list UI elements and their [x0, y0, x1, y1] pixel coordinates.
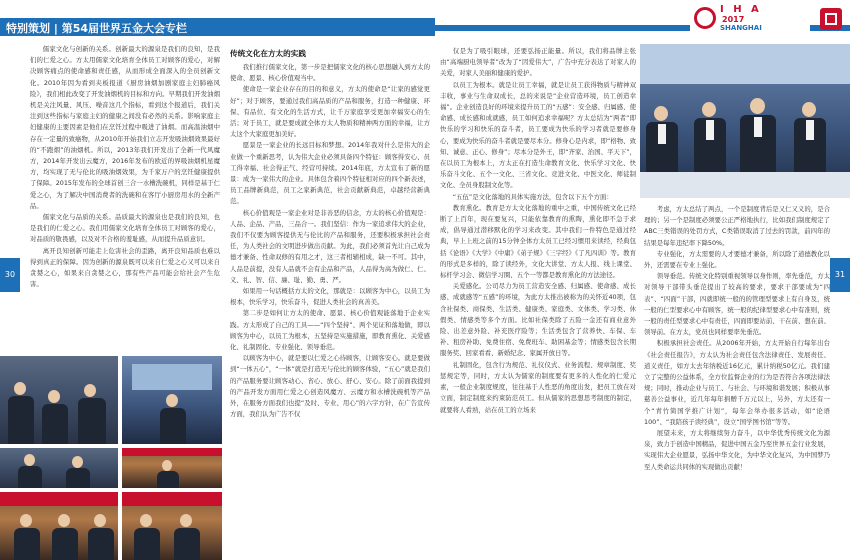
paragraph: 愿景是一家企业的长远目标和梦想。2014年我对什么是伟大的企业做一个重新思考，认为伟大企业必须具备四个特征：顾客得安心、员工得幸福、社会得正气、经营可持续。2014年底，方太宣布了新的愿景：成为一家伟大的企业。具体包含着四个特征相对应的四个新表述，员工品牌新典范，员工之家新典范，社会贡献新典范，卓越经营新典范。 [230, 141, 430, 206]
paragraph: 领导垂范。传统文化特别重视领导以身作则，率先垂范，方太对领导干部带头垂范提出了较高的要求，要求干部要成为“四表”、“四面”干部，四就即统一般的的管理型要求上有自身及，统一般的仁型要求心中有顾客，统一般的纪律型要求心中有准则，统一般的责任型要求心中有责任，四面即要站前、干在前、想在前、领导前。在方太，党员也同样要率先垂范。 [644, 272, 830, 337]
paragraph: “五伍”是文化落地的具体实施方法，包含以下五个方面： [452, 192, 613, 201]
paragraph: 教育熏化。教育是方太文化落地的重中之重，中国传统文化已经断了上百年，现在要复兴，只能依靠教育的熏陶，熏化即不急于求成，倡导通过潜移默化的学习来改变。其中我们一件特色是通过经典，早上上班之前的15分钟全体方太员工已经习惯用来读经，经典包括《论语》《大学》《中庸》《弟子规》《三字经》《了凡四训》等。教育的形式是多样的，除了读经外，文化大讲堂、方太人报、线上课堂、标杆学习会、微信学习圈、五个一等都是教育熏化的方法途径。 [440, 203, 636, 280]
header-title [6, 20, 187, 36]
paragraph: 以员工为根本。就是让员工幸福，就是让员工获得物质与精神双丰收，事业与生命双成长，总的来说是“企业营造环境，员工创造幸福”。企业创造良好的环境来提升员工的“五感”：安全感、归属感、使命感、成长感和成就感，员工如何追求幸福呢？方太总结为“两者”即快乐的学习和快乐的奋斗者，员工要成为快乐的学习者就是要修身心，要成为快乐的奋斗者就是要尽本分。修身心是内求，即“格物、致知、诚意、正心、修身”；尽本分是外王，即“齐家、治国、平天下”，在以员工为根本上，方太正在打造生命教育文化、快乐学习文化、快乐奋斗文化、五个一文化、三省文化、竞进文化、中医文化、师徒制文化、全员身股制文化等。 [440, 80, 636, 190]
paragraph: 儒家文化与品质的关系。品质最大的源泉也是我们的良知，也是我们的仁爱之心。我们用儒家文化培育全体员工对顾客的爱心，对品质的敬畏感，以及对不合格的羞耻感，从而提升品质意识。 [30, 213, 220, 244]
text-column-4 [644, 204, 830, 556]
paragraph: 展望未来，方太将继续努力奋斗，以中华优秀传统文化为源泉，致力于创造中国精品，促进中国五金乃至世界五金行业发展，实现伟大企业愿景，弘扬中华文化，为中华文化复兴，为中国梦乃至人类命运共同体的实现做出贡献！ [644, 429, 830, 471]
title-separator: | [53, 22, 58, 35]
photo-audience-1 [0, 356, 118, 444]
column-title: 第54届世界五金大会专栏 [61, 22, 188, 35]
paragraph: 关爱感化。公司尽力为员工营造安全感、归属感、使命感、成长感、成就感等“五感”的环境，为此方太推出被称为的关怀近40项，包含社保类、商保类、生活类、健康类、家庭类、文体类、学习类、休假类、情感类等多个方面。比如社保类除了五险一金还有商业意外险、出差意外险、补充医疗险等；生活类包含了营养快、车保、车补、租房补助、免费住宿、免费班车、助困基金等；情感类包含长期服务奖、回家看看、新婚纪念、家属开放日等。 [440, 282, 636, 358]
badge-inner-icon [825, 13, 837, 25]
photo-conference-panel [640, 44, 850, 198]
paragraph: 以顾客为中心，就是要以仁爱之心待顾客，让顾客安心。就是要做到“一体五心”，“一体”就是打造无与伦比的顾客体验，“五心”就是我们的产品服务要让顾客动心、省心、放心、舒心、安心。除了前面我提到的产品开发方面用仁爱之心创造风魔方、云魔方和水槽洗碗机等产品外，在服务方面我们也提“及时、专业、用心”的六字方针，在广告宣传方面，我们认为广告不仅 [230, 354, 430, 419]
text-column-2 [230, 46, 430, 556]
paragraph: 考虑，方太总结了两点，一个是制度背后是又仁又义的，是合理的；另一个是制度必须要公正严格地执行，比如我们制度规定了ABC三类错误的处罚方式，C类错误取消了过去的罚款，前四年的结果是每年违纪率下降50%。 [644, 205, 830, 247]
paragraph: 积极承担社会责任。从2006年开始，方太开始自行每年出台《社会责任报告》，方太认为社会责任包含法律责任、发展责任、道义责任，如方太去年纳税近16亿元，累计纳税50亿元。我们建立了完整的公益体系，全方位监督企业的行为是否符合各项法律法规；同时，推动企业与员工、与社会、与环境和谐发展；积极从事慈善公益事业，近几年每年捐赠千万元以上，另外，方太还有一个“青竹简国学推广计划”，每年会举办很多活动，如“论语100”、“我陪孩子读经典”，设立“国学图书馆”等等。 [644, 339, 830, 426]
text-column-3 [440, 46, 636, 556]
paragraph: 如果用一句话概括方太的文化，那就是：以顾客为中心，以员工为根本，快乐学习，快乐奋斗，促进人类社会的真善美。 [230, 287, 430, 307]
photo-group-1 [0, 492, 118, 560]
paragraph: 我们推行儒家文化，第一步是把儒家文化的核心思想融入到方太的使命、愿景、核心价值观当中。 [230, 63, 430, 83]
logo-ring-icon [694, 7, 716, 29]
photo-speaker [122, 356, 222, 444]
section-heading: 传统文化在方太的实践 [230, 49, 306, 58]
logo-year: 2017 [722, 15, 745, 24]
paragraph: 离开良知创新可能走上危害社会的歪路，离开良知品质也难以得到真正的保障。因为创新的源泉既可以来自仁爱之心又可以来自贪婪之心，如果来自贪婪之心，那有些产品可能会给社会产生危害。 [30, 246, 220, 289]
text-column-1 [30, 44, 220, 350]
section-label: 特别策划 [6, 22, 50, 35]
paragraph: 礼制固化，包含行为规范、礼仪仪式、业务流程、规章制度、奖惩规定等，同时，方太认为儒家的制度要有更多的人性化的仁爱元素，一般企业制度规度，往往基于人性恶的角度出发，把员工放在对立面，制定制度来约束防范员工。但从儒家的思想思考制度的制定，就要将人看熟，站在员工的立场来 [440, 360, 636, 414]
photo-audience-2 [0, 448, 118, 488]
logo-city: SHANGHAI [720, 24, 762, 32]
page-number-right: 31 [830, 258, 850, 292]
paragraph: 儒家文化与创新的关系。创新最大的源泉是我们的良知，是我们的仁爱之心。方太用儒家文化培育全体员工对顾客的爱心，对解决顾客痛点的使命感和责任感，从而形成全面深入的全员创新文化。2010年因为看到夹板报道《厨房油烟加剧家庭主妇肺癌风险》，我们相此改变了开发油烟机的目标和方向。早期我们开发油烟机是关注风量、风压、噪音这几个指标，看到这个报道后，我们关注到这些指标与家庭主妇的健康之间没有必然的关系。影响家庭主妇健康的主要因素是他们在烹饪过程中吸进了油烟。而高温油烟中存在一定量的致癌物，从2010年开始我们立志开发吸油烟效果最好的“不跑烟”的油烟机。所以，2013年我们开发出了全新一代风魔方，2014年开发出云魔方，2016年发布的欧近的界吸油烟机星魔方，均实现了无与伦比的吸油烟效果，为千家万户的烹饪健康提供了保障。2015年发布的全球首创三合一水槽洗碗机，同样是基于仁爱之心，为了解决中国消费者的洗碗和在客厅小厨房用水的全新产品。 [30, 45, 220, 210]
photo-stage [122, 448, 222, 488]
paragraph: 使命是一家企业存在的目的和意义，方太的使命是“让家的感觉更好”；对于顾客，要通过我们高品质的产品和服务，打造一种健康、环保、有品位、有文化的生活方式，让千万家庭享受更加幸福安心的生活；对于员工，就是要成就全体方太人物质和精神两方面的幸福，让方太这个大家庭更加美好。 [230, 85, 430, 139]
paragraph: 核心价值观是一家企业对是非善恶的信念，方太的核心价值观是：人品、企品、产品，三品合一。我们坚信：作为一家追求伟大的企业，我们不仅要为顾客提供无与伦比的产品和服务，还要积极承担社会责任，为人类社会的文明进步做出贡献。为此，我们必须首先让自己成为德才兼备、性命双修的有用之才，这三者相辅相成，缺一不可。其中，人品是前提，没有人品就不会有企品和产品，人品得为高为做仁、仁、义、礼、智、信、廉、耻、勤、勇、严。 [230, 208, 430, 284]
paragraph: 专业强化，方太需要的人才要德才兼备，所以除了道德教化以外，还需要在专业上强化。 [644, 249, 830, 270]
logo-mark: I H A [720, 4, 762, 15]
publisher-badge-icon [820, 8, 842, 30]
iha-logo [690, 4, 810, 34]
paragraph: 仅是为了吸引眼球，还要弘扬正能量。所以，我们将品牌主张由“高端厨电领导者”改为了“因爱伟大”，广告中充分表达了对家人的关爱，对家人美丽和健康的爱护。 [440, 47, 636, 78]
photo-group-2 [122, 492, 222, 560]
page-number-left: 30 [0, 258, 20, 292]
conference-table [640, 172, 850, 198]
paragraph: 第二步是如何让方太的使命、愿景、核心价值观能落地于企业实践。方太形成了自己的工具——“四个坚持”、两个见证和落地做，即以顾客为中心，以员工为根本，五坚持是实施措施，即教育熏化、关爱感化、礼制固化、专业强化、领导垂范。 [230, 309, 430, 352]
page-header [0, 0, 850, 36]
